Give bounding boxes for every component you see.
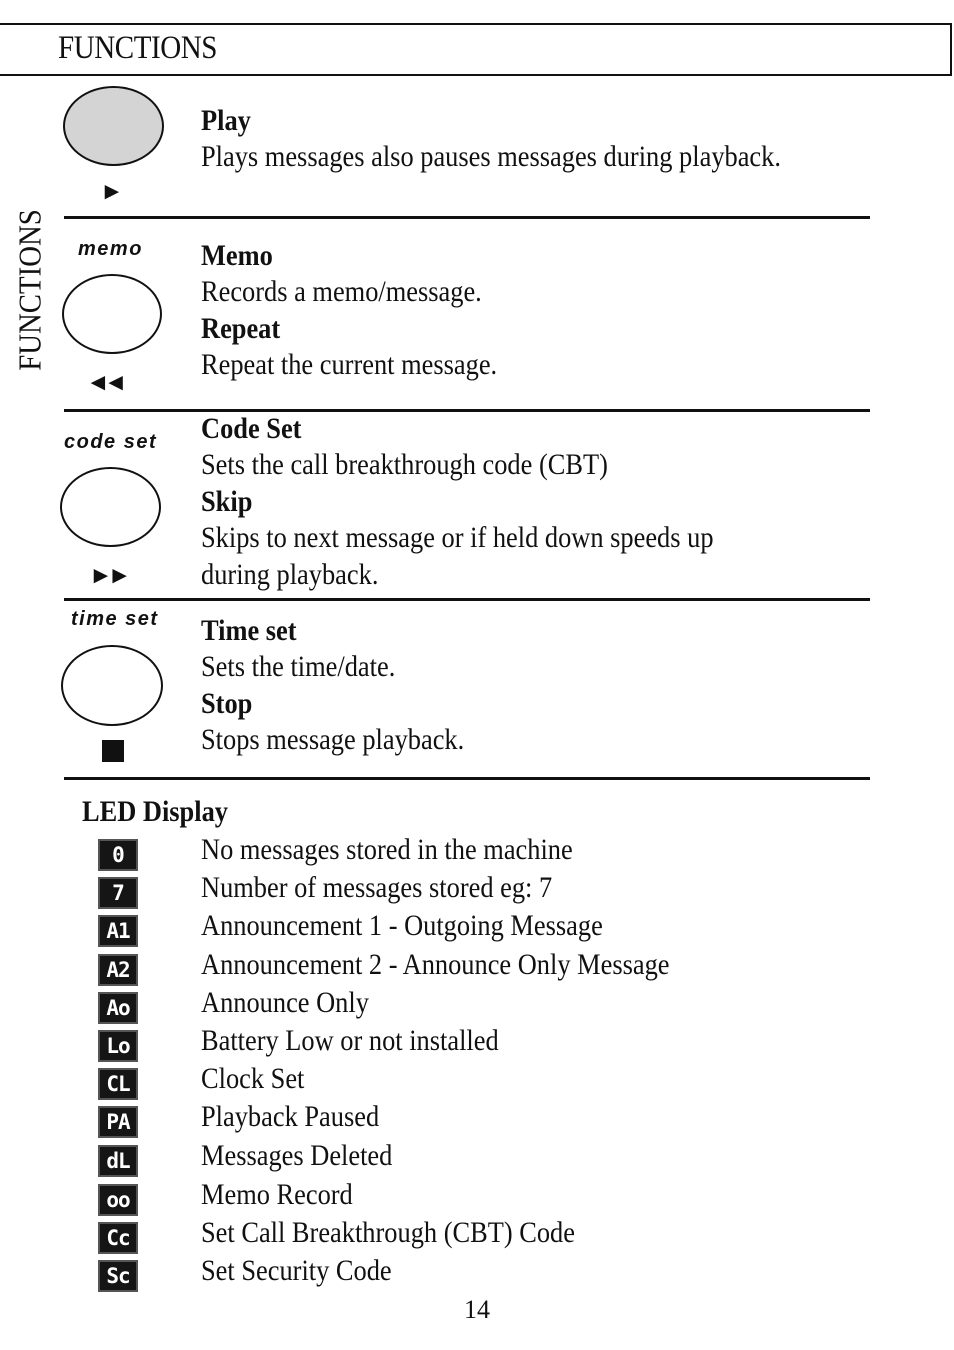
led-code-icon: dL: [98, 1145, 138, 1177]
skip-description-line2: during playback.: [201, 558, 379, 591]
led-description: Messages Deleted: [201, 1139, 393, 1172]
led-row: [0, 1024, 954, 1066]
led-description: Announcement 1 - Outgoing Message: [201, 909, 603, 942]
page-number: 14: [464, 1295, 490, 1324]
memo-button-label: memo: [78, 238, 143, 260]
stop-description: Stops message playback.: [201, 723, 465, 756]
time-set-button[interactable]: [61, 645, 163, 726]
repeat-description: Repeat the current message.: [201, 348, 498, 381]
led-row: [0, 833, 954, 875]
fast-forward-icon: ►►: [89, 562, 127, 589]
led-code-icon: PA: [98, 1106, 138, 1138]
led-code-icon: CL: [98, 1068, 138, 1100]
led-row: [0, 909, 954, 951]
led-description: Set Security Code: [201, 1254, 392, 1287]
led-code-icon: Cc: [98, 1222, 138, 1254]
led-code-icon: Sc: [98, 1260, 138, 1292]
led-description: No messages stored in the machine: [201, 833, 573, 866]
led-code-icon: A1: [98, 915, 138, 947]
led-row: [0, 1254, 954, 1296]
rewind-icon: ◄◄: [86, 369, 122, 396]
led-row: [0, 871, 954, 913]
led-code-icon: Lo: [98, 1030, 138, 1062]
stop-icon: [102, 740, 124, 762]
led-description: Clock Set: [201, 1062, 305, 1095]
led-code-icon: oo: [98, 1184, 138, 1216]
led-description: Playback Paused: [201, 1100, 380, 1133]
led-row: [0, 1100, 954, 1142]
led-code-icon: A2: [98, 954, 138, 986]
code-set-description: Sets the call breakthrough code (CBT): [201, 448, 608, 481]
play-title: Play: [201, 104, 251, 137]
led-code-icon: 7: [98, 877, 138, 909]
skip-title: Skip: [201, 485, 253, 518]
led-display-title: LED Display: [82, 795, 228, 828]
divider: [64, 409, 870, 412]
led-row: [0, 1216, 954, 1258]
code-set-button-label: code set: [64, 431, 158, 453]
page-title: FUNCTIONS: [58, 30, 218, 66]
divider: [64, 777, 870, 780]
time-set-description: Sets the time/date.: [201, 650, 396, 683]
led-code-icon: Ao: [98, 992, 138, 1024]
led-description: Memo Record: [201, 1178, 353, 1211]
play-button[interactable]: [63, 86, 164, 166]
led-row: [0, 1178, 954, 1220]
led-row: [0, 948, 954, 990]
led-description: Announcement 2 - Announce Only Message: [201, 948, 670, 981]
memo-description: Records a memo/message.: [201, 275, 482, 308]
time-set-title: Time set: [201, 614, 297, 647]
led-description: Battery Low or not installed: [201, 1024, 499, 1057]
divider: [64, 598, 870, 601]
divider: [64, 216, 870, 219]
led-description: Set Call Breakthrough (CBT) Code: [201, 1216, 575, 1249]
led-row: [0, 986, 954, 1028]
skip-description-line1: Skips to next message or if held down speeds up: [201, 521, 714, 554]
memo-button[interactable]: [62, 274, 162, 354]
code-set-title: Code Set: [201, 412, 302, 445]
led-row: [0, 1139, 954, 1181]
play-description: Plays messages also pauses messages during playback.: [201, 140, 781, 173]
led-row: [0, 1062, 954, 1104]
stop-title: Stop: [201, 687, 253, 720]
led-description: Number of messages stored eg: 7: [201, 871, 553, 904]
time-set-button-label: time set: [71, 608, 159, 630]
code-set-button[interactable]: [60, 467, 161, 547]
led-description: Announce Only: [201, 986, 369, 1019]
play-icon: ►: [100, 178, 124, 205]
repeat-title: Repeat: [201, 312, 281, 345]
side-label: FUNCTIONS: [11, 209, 48, 371]
led-code-icon: 0: [98, 839, 138, 871]
memo-title: Memo: [201, 239, 273, 272]
